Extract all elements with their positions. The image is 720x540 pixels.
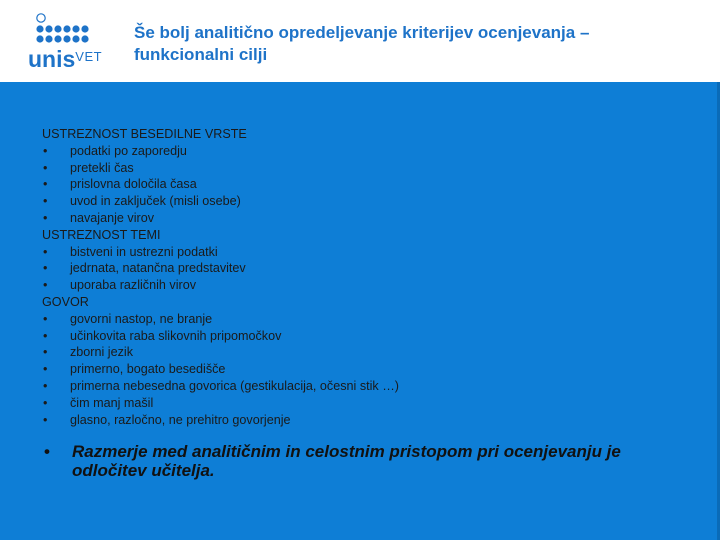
bullet-icon: • <box>43 160 48 175</box>
slide-title-line-1: Še bolj analitično opredeljevanje kriterijev ocenjevanja – <box>134 23 590 42</box>
bullet-icon: • <box>43 278 48 293</box>
logo-brand-main: unis <box>28 46 76 72</box>
list-item <box>42 311 682 328</box>
list-item-text: podatki po zaporedju <box>70 143 187 158</box>
bullet-icon: • <box>43 143 48 158</box>
list-item-text: uporaba različnih virov <box>70 278 196 293</box>
list-item-text: zborni jezik <box>70 345 133 360</box>
section-list-text-type <box>42 143 682 227</box>
list-item-text: primerno, bogato besedišče <box>70 362 226 377</box>
bullet-icon: • <box>43 177 48 192</box>
bullet-icon: • <box>43 328 48 343</box>
list-item <box>42 344 682 361</box>
list-item <box>42 412 682 429</box>
list-item <box>42 378 682 395</box>
list-item-text: glasno, razločno, ne prehitro govorjenje <box>70 412 291 427</box>
slide-title-line-2: funkcionalni cilji <box>134 45 268 64</box>
list-item-text: prislovna določila časa <box>70 177 197 192</box>
list-item <box>42 143 682 160</box>
list-item <box>42 328 682 345</box>
slide-header <box>0 0 720 82</box>
conclusion-statement <box>44 442 664 480</box>
bullet-icon: • <box>44 442 50 461</box>
bullet-icon: • <box>43 261 48 276</box>
bullet-icon: • <box>43 345 48 360</box>
list-item <box>42 193 682 210</box>
list-item <box>42 176 682 193</box>
list-item <box>42 361 682 378</box>
bullet-icon: • <box>43 244 48 259</box>
list-item-text: govorni nastop, ne branje <box>70 311 213 326</box>
section-heading-speech: GOVOR <box>42 294 89 309</box>
bullet-icon: • <box>43 194 48 209</box>
slide-title <box>134 22 704 66</box>
list-item-text: jedrnata, natančna predstavitev <box>70 261 246 276</box>
unisvet-logo <box>28 12 108 74</box>
list-item-text: bistveni in ustrezni podatki <box>70 244 218 259</box>
bullet-icon: • <box>43 362 48 377</box>
bullet-icon: • <box>43 378 48 393</box>
list-item-text: pretekli čas <box>70 160 134 175</box>
bullet-icon: • <box>43 412 48 427</box>
logo-brand-suffix: VET <box>75 49 103 64</box>
section-list-speech <box>42 311 682 429</box>
criteria-content <box>42 126 682 428</box>
section-heading-text-type: USTREZNOST BESEDILNE VRSTE <box>42 127 247 141</box>
section-list-topic <box>42 244 682 294</box>
conclusion-text: Razmerje med analitičnim in celostnim pristopom pri ocenjevanju je odločitev učitelja. <box>72 442 621 480</box>
bullet-icon: • <box>43 210 48 225</box>
list-item-text: učinkovita raba slikovnih pripomočkov <box>70 328 282 343</box>
bullet-icon: • <box>43 395 48 410</box>
list-item-text: primerna nebesedna govorica (gestikulacija, očesni stik …) <box>70 378 399 393</box>
list-item-text: čim manj mašil <box>70 395 154 410</box>
list-item <box>42 160 682 177</box>
list-item-text: navajanje virov <box>70 210 155 225</box>
bullet-icon: • <box>43 311 48 326</box>
logo-wordmark <box>28 48 102 71</box>
section-heading-topic: USTREZNOST TEMI <box>42 227 161 242</box>
list-item-text: uvod in zaključek (misli osebe) <box>70 194 241 209</box>
list-item <box>42 260 682 277</box>
list-item <box>42 244 682 261</box>
list-item <box>42 395 682 412</box>
list-item <box>42 277 682 294</box>
list-item <box>42 210 682 227</box>
